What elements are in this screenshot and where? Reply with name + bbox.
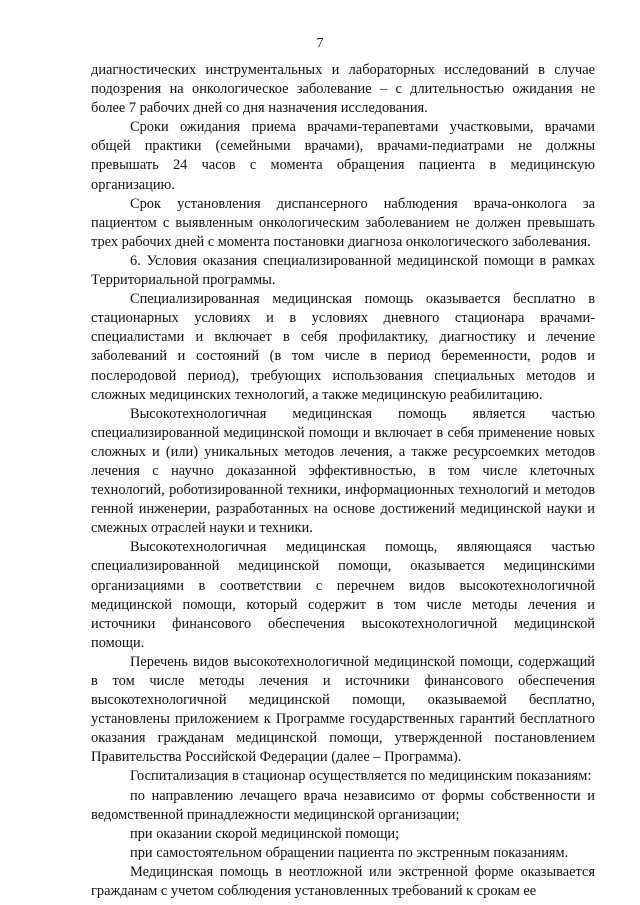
document-body: [91, 61, 595, 901]
paragraph-therapist-wait: Сроки ожидания приема врачами-терапевтами участковыми, врачами общей практики (семейными врачами), врачами-педиатрами не должны превышать 24 часов с момента обращения пациента в медицинскую организацию.: [91, 119, 595, 193]
paragraph-high-tech-organizations: Высокотехнологичная медицинская помощь, являющаяся частью специализированной медицинской помощи, оказывается медицинскими организациями в соответствии с перечнем видов высокотехнологичной медицинской помощи, который содержит в том числе методы лечения и источники финансового обеспечения высокотехнологичной медицинской помощи.: [91, 539, 595, 651]
paragraph-hospitalization: Госпитализация в стационар осуществляется по медицинским показаниям:: [130, 768, 592, 785]
page-number: 7: [316, 35, 324, 50]
paragraph-high-tech-list: Перечень видов высокотехнологичной медицинской помощи, содержащий в том числе методы лечения и источники финансового обеспечения высокотехнологичной медицинской помощи, оказываемой бесплатно, установлены приложением к Программе государственных гарантий бесплатного оказания гражданам медицинской помощи, утвержденной постановлением Правительства Российской Федерации (далее – Программа).: [91, 653, 595, 766]
paragraph-oncologist-observation: Срок установления диспансерного наблюдения врача-онколога за пациентом с выявленным онкологическим заболеванием не должен превышать трех рабочих дней с момента постановки диагноза онкологического заболевания.: [91, 195, 595, 250]
list-item-ambulance: при оказании скорой медицинской помощи;: [130, 825, 400, 842]
paragraph-high-tech-care: Высокотехнологичная медицинская помощь является частью специализированной медицинской помощи и включает в себя применение новых сложных и (или) уникальных методов лечения, а также ресурсоемких методов лечения с научно доказанной эффективностью, в том числе клеточных технологий, роботизированной техники, информационных технологий и методов генной инженерии, разработанных на основе достижений медицинской науки и смежных отраслей науки и техники.: [91, 405, 595, 537]
list-item-self-referral: при самостоятельном обращении пациента по экстренным показаниям.: [130, 844, 569, 861]
paragraph-diagnostic-wait: диагностических инструментальных и лабораторных исследований в случае подозрения на онкологическое заболевание – с длительностью ожидания не более 7 рабочих дней со дня назначения исследования.: [91, 62, 595, 117]
section-heading-specialized-care: 6. Условия оказания специализированной медицинской помощи в рамках Территориальной программы.: [91, 252, 595, 289]
list-item-referral: по направлению лечащего врача независимо от формы собственности и ведомственной принадлежности медицинской организации;: [91, 787, 595, 823]
paragraph-emergency-care: Медицинская помощь в неотложной или экстренной форме оказывается гражданам с учетом соблюдения установленных требований к срокам ее: [91, 863, 595, 900]
paragraph-specialized-care: Специализированная медицинская помощь оказывается бесплатно в стационарных условиях и в условиях дневного стационара врачами-специалистами и включает в себя профилактику, диагностику и лечение заболеваний и состояний (в том числе в период беременности, родов и послеродовой период), требующих использования специальных методов и сложных медицинских технологий, а также медицинскую реабилитацию.: [91, 291, 595, 403]
